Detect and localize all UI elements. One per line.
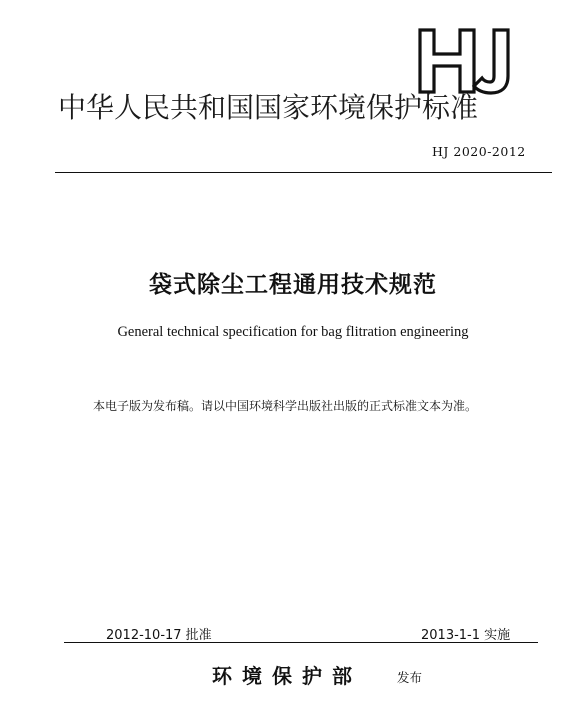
header-divider: [55, 172, 552, 173]
approval-date: 2012-10-17 批准: [106, 628, 212, 643]
issue-label: 发布: [397, 670, 423, 685]
issuing-authority: 环境保护部: [212, 664, 362, 688]
document-title-english: General technical specification for bag flitration engineering: [117, 324, 469, 340]
hj-logo: [414, 22, 526, 96]
edition-notice: 本电子版为发布稿。请以中国环境科学出版社出版的正式标准文本为准。: [93, 399, 478, 413]
standard-org-title: 中华人民共和国国家环境保护标准: [58, 91, 479, 124]
standard-code: HJ 2020-2012: [432, 144, 526, 159]
document-title-chinese: 袋式除尘工程通用技术规范: [149, 272, 437, 298]
footer-divider: [64, 642, 538, 643]
implementation-date: 2013-1-1 实施: [421, 628, 511, 643]
